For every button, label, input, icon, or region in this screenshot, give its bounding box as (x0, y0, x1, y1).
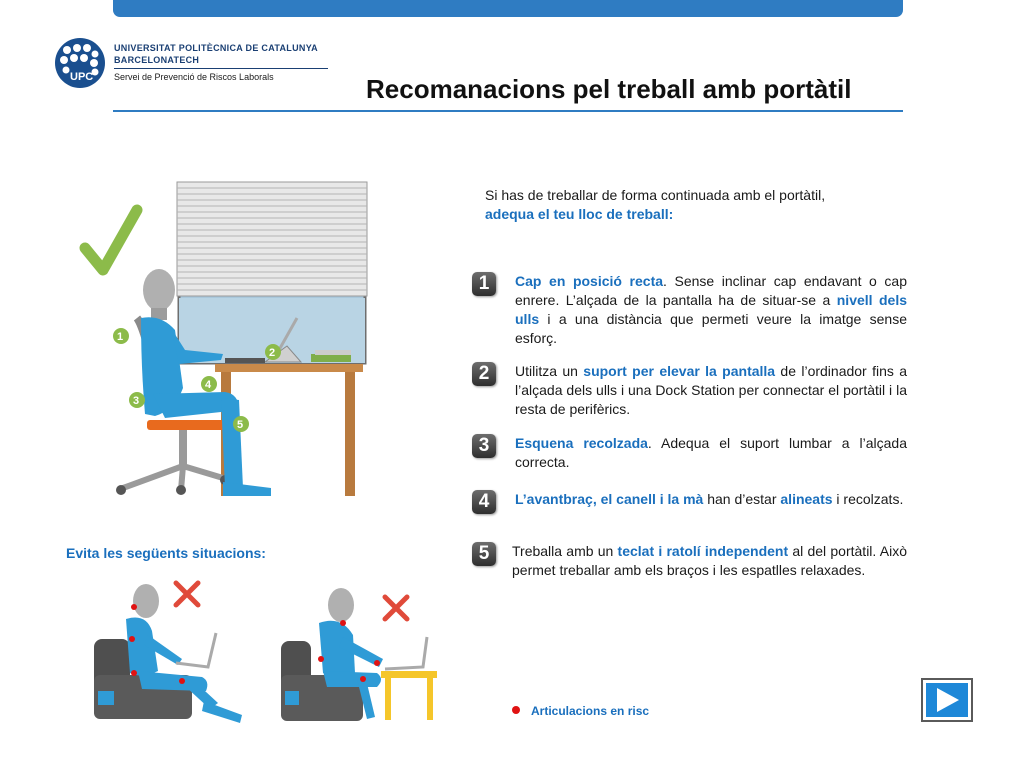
avoid-title: Evita les següents situacions: (66, 545, 266, 561)
bad-posture-sofa-illustration (92, 575, 252, 725)
cross-icon (176, 583, 198, 605)
recommendation-text: L’avantbraç, el canell i la mà han d’estar alineats i recolzats. (515, 491, 904, 507)
cross-icon (385, 597, 407, 619)
play-arrow-icon (923, 680, 971, 720)
logo-text: UPC (70, 71, 94, 83)
university-name: UNIVERSITAT POLITÈCNICA DE CATALUNYA (114, 43, 318, 53)
marker-5: 5 (237, 419, 244, 431)
marker-1: 1 (117, 331, 124, 343)
low-table (381, 671, 437, 678)
risk-joint-dot (512, 706, 520, 714)
workstation-illustration (75, 178, 375, 498)
recommendation-number: 1 (472, 272, 496, 296)
recommendation-number: 4 (472, 490, 496, 514)
laptop (176, 633, 216, 667)
recommendation-number: 5 (472, 542, 496, 566)
window-blinds (177, 182, 367, 296)
keyboard (225, 358, 265, 363)
upc-logo (55, 38, 105, 88)
marker-4: 4 (205, 379, 212, 391)
recommendation-number: 3 (472, 434, 496, 458)
header-divider (114, 68, 328, 69)
recommendation-text: Cap en posició recta. Sense inclinar cap endavant o cap enrere. L’alçada de la pantalla ha de situar-se a nivell dels ulls i a una distància que permeti veure la imatge sense esforç. (515, 273, 907, 346)
recommendation-number: 2 (472, 362, 496, 386)
marker-3: 3 (133, 395, 140, 407)
recommendation-text: Utilitza un suport per elevar la pantalla de l’ordinador fins a l’alçada dels ulls i una Dock Station per connectar el portàtil i la resta de perifèrics. (515, 363, 907, 417)
check-icon (85, 210, 137, 270)
intro-text (485, 186, 915, 224)
intro-line-2: adequa el teu lloc de treball: (485, 206, 674, 222)
service-name: Servei de Prevenció de Riscos Laborals (114, 72, 274, 82)
recommendation-text: Esquena recolzada. Adequa el suport lumbar a l’alçada correcta. (515, 435, 908, 470)
legend-label: Articulacions en risc (531, 704, 650, 718)
intro-line-1: Si has de treballar de forma continuada amb el portàtil, (485, 187, 826, 203)
next-slide-button[interactable] (921, 678, 973, 722)
desk-top (215, 364, 363, 372)
page-title: Recomanacions pel treball amb portàtil (366, 74, 852, 104)
university-subtitle: BARCELONATECH (114, 55, 200, 65)
marker-2: 2 (269, 347, 276, 359)
bad-posture-low-table-illustration (277, 575, 457, 725)
laptop (385, 637, 427, 669)
title-divider (113, 110, 903, 112)
recommendation-text: Treballa amb un teclat i ratolí independent al del portàtil. Això permet treballar amb els braços i les espatlles relaxades. (512, 543, 907, 578)
top-bar (113, 0, 903, 17)
